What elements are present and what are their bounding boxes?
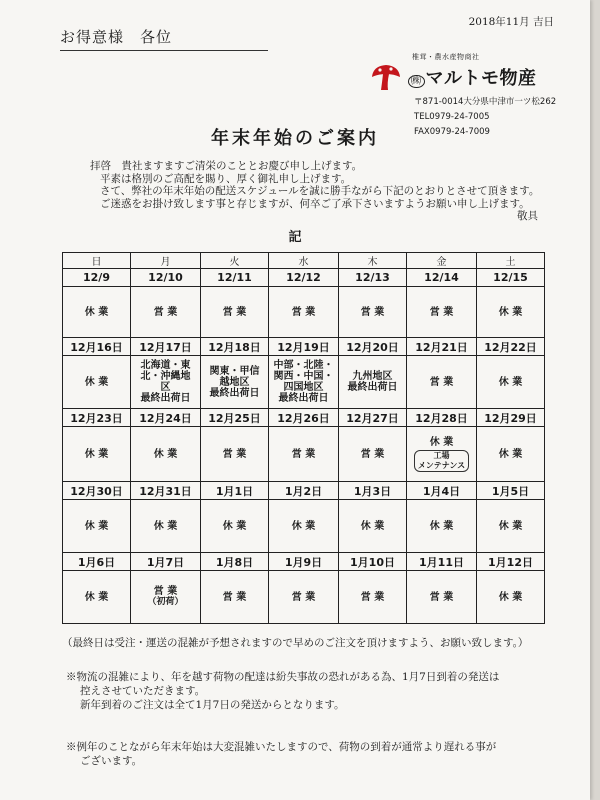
- status-text: 営 業: [153, 586, 178, 597]
- greeting-line: ご迷惑をお掛け致します事と存じますが、何卒ご了承下さいますようお願い申し上げます。: [100, 197, 530, 210]
- status-cell: 営 業: [201, 571, 269, 624]
- greeting-text: [90, 160, 560, 223]
- status-cell: 休 業: [339, 500, 407, 553]
- status-row: [63, 356, 545, 409]
- date-cell: 12月23日: [63, 409, 131, 427]
- status-cell: 休 業: [63, 427, 131, 482]
- status-cell: 営 業: [269, 427, 339, 482]
- date-cell: 1月9日: [269, 553, 339, 571]
- status-cell: 営 業: [339, 427, 407, 482]
- weekday-header-row: [63, 253, 545, 269]
- kabushiki-mark: ㈱: [408, 75, 425, 88]
- status-cell: 休 業: [477, 287, 545, 338]
- status-cell: 営 業: [339, 287, 407, 338]
- company-name-text: マルトモ物産: [425, 68, 537, 89]
- status-row: [63, 500, 545, 553]
- date-cell: 1月11日: [407, 553, 477, 571]
- status-row: [63, 287, 545, 338]
- weekday-tue: 火: [201, 253, 269, 269]
- status-cell: 休 業: [63, 571, 131, 624]
- greeting-line: 平素は格別のご高配を賜り、厚く御礼申し上げます。: [100, 172, 352, 185]
- weekday-wed: 水: [269, 253, 339, 269]
- addressee: お得意様 各位: [60, 26, 268, 51]
- date-row: [63, 553, 545, 571]
- first-shipment-label: （初荷）: [147, 597, 184, 607]
- note-line: ございます。: [80, 755, 143, 767]
- note-logistics: [66, 670, 566, 712]
- note-congestion: [66, 740, 566, 768]
- ki-heading: 記: [288, 230, 302, 245]
- date-row: [63, 338, 545, 356]
- date-cell: 12月27日: [339, 409, 407, 427]
- status-cell-maintenance: [407, 427, 477, 482]
- status-cell: 休 業: [201, 500, 269, 553]
- weekday-mon: 月: [131, 253, 201, 269]
- maintenance-label: メンテナンス: [417, 460, 466, 470]
- maintenance-label: 工場: [433, 450, 450, 460]
- closing-word: 敬具: [517, 210, 538, 222]
- note-line: 新年到着のご注文は全て1月7日の発送からとなります。: [80, 699, 345, 711]
- note-line: ※例年のことながら年末年始は大変混雑いたしますので、荷物の到着が通常より遅れる事が: [66, 741, 497, 753]
- mushroom-logo-icon: [370, 63, 402, 91]
- maintenance-badge: [414, 450, 469, 472]
- date-cell: 12/13: [339, 269, 407, 287]
- status-cell: 営 業: [407, 571, 477, 624]
- delivery-schedule-table: [62, 252, 545, 624]
- date-cell: 1月10日: [339, 553, 407, 571]
- status-cell: 営 業: [407, 356, 477, 409]
- status-cell: 休 業: [407, 500, 477, 553]
- date-cell: 12/9: [63, 269, 131, 287]
- date-cell: 12/15: [477, 269, 545, 287]
- status-text: 休 業: [429, 436, 454, 448]
- date-cell: 12月26日: [269, 409, 339, 427]
- weekday-sat: 土: [477, 253, 545, 269]
- date-cell: 12月24日: [131, 409, 201, 427]
- date-cell: 1月3日: [339, 482, 407, 500]
- status-cell: 休 業: [269, 500, 339, 553]
- greeting-line: さて、弊社の年末年始の配送スケジュールを誠に勝手ながら下記のとおりとさせて頂きます。: [100, 185, 540, 197]
- issue-date: 2018年11月 吉日: [468, 16, 554, 28]
- weekday-thu: 木: [339, 253, 407, 269]
- status-cell: 休 業: [477, 500, 545, 553]
- note-last-day: [62, 636, 582, 650]
- date-cell: 1月6日: [63, 553, 131, 571]
- status-cell: 休 業: [477, 427, 545, 482]
- date-cell: 12月31日: [131, 482, 201, 500]
- note-line: （最終日は受注・運送の混雑が予想されますので早めのご注文を頂けますよう、お願い致します。）: [62, 637, 529, 649]
- tel-number: TEL0979-24-7005: [414, 112, 490, 122]
- date-cell: 12/14: [407, 269, 477, 287]
- status-cell: 休 業: [477, 571, 545, 624]
- date-cell: 12月28日: [407, 409, 477, 427]
- note-line: 控えさせていただきます。: [80, 685, 206, 697]
- status-cell: 北海道・東 北・沖縄地 区 最終出荷日: [131, 356, 201, 409]
- status-cell-first-shipment: [131, 571, 201, 624]
- postal-address: 〒871-0014大分県中津市一ツ松262: [414, 97, 557, 107]
- status-cell: 休 業: [131, 500, 201, 553]
- status-cell: 九州地区 最終出荷日: [339, 356, 407, 409]
- status-cell: 営 業: [269, 571, 339, 624]
- date-cell: 12月25日: [201, 409, 269, 427]
- date-row: [63, 482, 545, 500]
- date-row: [63, 409, 545, 427]
- weekday-sun: 日: [63, 253, 131, 269]
- date-cell: 1月7日: [131, 553, 201, 571]
- status-cell: 関東・甲信 越地区 最終出荷日: [201, 356, 269, 409]
- fax-number: FAX0979-24-7009: [414, 127, 490, 137]
- date-cell: 1月1日: [201, 482, 269, 500]
- company-logo-row: [370, 63, 570, 91]
- date-cell: 1月4日: [407, 482, 477, 500]
- status-cell: 営 業: [131, 287, 201, 338]
- status-cell: 中部・北陸・ 関西・中国・ 四国地区 最終出荷日: [269, 356, 339, 409]
- note-line: ※物流の混雑により、年を越す荷物の配達は紛失事故の恐れがある為、1月7日到着の発送は: [66, 671, 500, 683]
- date-cell: 1月8日: [201, 553, 269, 571]
- company-name: [408, 64, 537, 90]
- greeting-line: 拝啓 貴社ますますご清栄のこととお慶び申し上げます。: [90, 160, 363, 172]
- status-cell: 営 業: [201, 287, 269, 338]
- status-cell: 休 業: [131, 427, 201, 482]
- date-cell: 1月5日: [477, 482, 545, 500]
- date-cell: 12/10: [131, 269, 201, 287]
- status-cell: 営 業: [407, 287, 477, 338]
- date-cell: 12月20日: [339, 338, 407, 356]
- status-row: [63, 571, 545, 624]
- date-cell: 12月17日: [131, 338, 201, 356]
- company-tagline: 椎茸・農水産物商社: [412, 53, 480, 61]
- date-cell: 1月12日: [477, 553, 545, 571]
- page-title: 年末年始のご案内: [211, 128, 379, 149]
- date-cell: 12月29日: [477, 409, 545, 427]
- status-cell: 休 業: [63, 287, 131, 338]
- weekday-fri: 金: [407, 253, 477, 269]
- date-cell: 12月30日: [63, 482, 131, 500]
- status-cell: 休 業: [63, 500, 131, 553]
- date-row: [63, 269, 545, 287]
- date-cell: 12月21日: [407, 338, 477, 356]
- status-cell: 休 業: [477, 356, 545, 409]
- status-cell: 休 業: [63, 356, 131, 409]
- date-cell: 12月18日: [201, 338, 269, 356]
- date-cell: 12月16日: [63, 338, 131, 356]
- status-cell: 営 業: [339, 571, 407, 624]
- date-cell: 12月19日: [269, 338, 339, 356]
- date-cell: 12月22日: [477, 338, 545, 356]
- status-cell: 営 業: [269, 287, 339, 338]
- date-cell: 12/11: [201, 269, 269, 287]
- status-row: [63, 427, 545, 482]
- date-cell: 1月2日: [269, 482, 339, 500]
- date-cell: 12/12: [269, 269, 339, 287]
- status-cell: 営 業: [201, 427, 269, 482]
